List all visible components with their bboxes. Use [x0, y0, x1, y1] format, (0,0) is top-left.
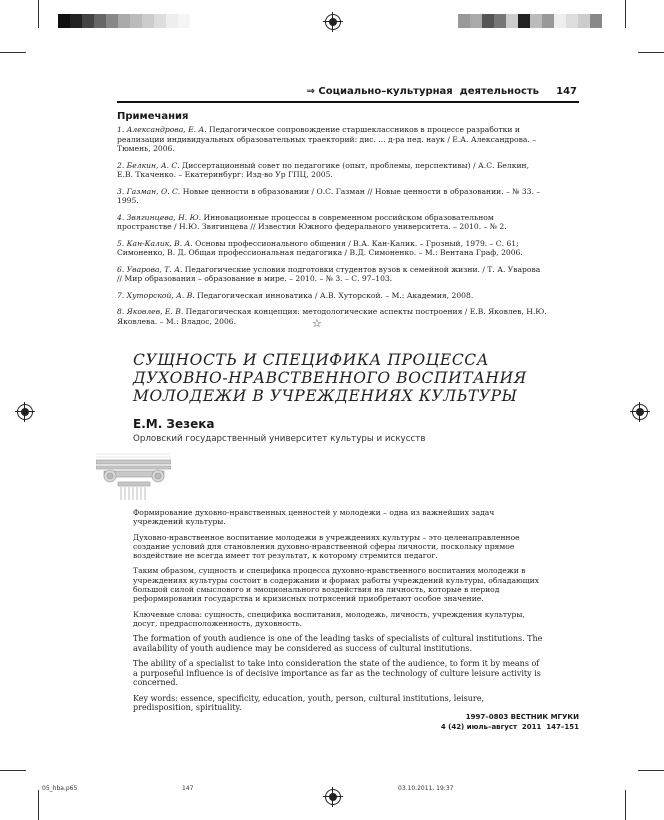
abstract-paragraph: Формирование духовно-нравственных ценностей у молодежи – одна из важнейших задач учреждений культуры.	[133, 508, 495, 527]
list-item: 6. Уварова, Т. А. Педагогические условия подготовки студентов вузов к семейной жизни. / Т. А. Уварова // Мир образования – образование в мире. – 2010. – № 3. – С. 97–103.	[117, 264, 541, 283]
separator-star-icon: ☆	[312, 317, 322, 330]
page-number: 147	[556, 86, 577, 97]
crop-mark	[0, 770, 26, 771]
list-item: 2. Белкин, А. С. Диссертационный совет по педагогике (опыт, проблемы, перспективы) / А.С. Белкин, Е.В. Ткаченко. – Екатеринбург: Изд-во Ур ГПЦ, 2005.	[117, 160, 530, 179]
list-item: 3. Газман, О. С. Новые ценности в образовании / О.С. Газман // Новые ценности в образовании. – № 33. – 1995.	[117, 186, 541, 205]
author-affiliation: Орловский государственный университет культуры и искусств	[133, 434, 426, 444]
color-bar	[458, 14, 602, 28]
grayscale-bar	[58, 14, 202, 28]
slug-page: 147	[182, 785, 194, 792]
notes-heading: Примечания	[117, 111, 189, 122]
crop-mark	[638, 52, 664, 53]
registration-mark-bottom-icon	[325, 789, 341, 805]
arrow-icon: ⇒	[306, 86, 315, 97]
list-item: 1. Александрова, Е. А. Педагогическое сопровождение старшеклассников в процессе разработки и реализации индивидуальных образовательных траекторий: дис. ... д-ра пед. наук / Е.А. Александрова. – Тюмень, 2006.	[117, 125, 537, 153]
crop-mark	[625, 790, 626, 820]
crop-mark	[38, 0, 39, 28]
journal-footer: 1997–0803 ВЕСТНИК МГУКИ 4 (42) июль–август 2011 147–151	[440, 713, 579, 731]
list-item: 8. Яковлев, Е. В. Педагогическая концепция: методологические аспекты построения / Е.В. Яковлев, Н.Ю. Яковлева. – М.: Владос, 2006.	[117, 307, 547, 326]
crop-mark	[38, 790, 39, 820]
article-title: СУЩНОСТЬ И СПЕЦИФИКА ПРОЦЕССА ДУХОВНО-НРАВСТВЕННОГО ВОСПИТАНИЯ МОЛОДЕЖИ В УЧРЕЖДЕНИЯХ КУЛЬТУРЫ	[133, 351, 527, 405]
abstract-paragraph: Духовно-нравственное воспитание молодежи в учреждениях культуры – это целенаправленное создание условий для становления духовно-нравственной сферы личности, поскольку прямое воздействие не всегда имеет тот результат, к которому стремится педагог.	[133, 532, 520, 561]
notes-list	[117, 125, 547, 333]
abstract	[133, 508, 545, 719]
registration-mark-left-icon	[17, 404, 33, 420]
keywords-en: Key words: essence, specificity, education, youth, person, cultural institutions, leisure, predisposition, spirituality.	[133, 693, 484, 713]
registration-mark-top-icon	[325, 14, 341, 30]
abstract-paragraph-en: The formation of youth audience is one of the leading tasks of specialists of cultural institutions. The availability of youth audience may be considered as success of cultural institutions.	[133, 634, 543, 653]
crop-mark	[638, 770, 664, 771]
list-item: 7. Хуторской, А. В. Педагогическая инноватика / А.В. Хуторской. – М.: Академия, 2008.	[117, 290, 474, 300]
header-rule	[117, 101, 579, 103]
section-title: ⇒ Социально–культурная деятельность	[306, 86, 539, 97]
crop-mark	[0, 52, 26, 53]
column-capital-icon	[96, 452, 171, 500]
slug-file: 05_hba.p65	[42, 785, 78, 792]
author-name: Е.М. Зезека	[133, 417, 215, 431]
abstract-paragraph-en: The ability of a specialist to take into consideration the state of the audience, to form it by means of a purposeful influence is of decisive importance as far as the technology of culture leisure activity is concerned.	[133, 659, 541, 688]
slug-datetime: 03.10.2011, 19:37	[398, 785, 454, 792]
running-header	[117, 86, 579, 100]
crop-mark	[625, 0, 626, 28]
list-item: 4. Звягинцева, Н. Ю. Инновационные процессы в современном российском образовательном пространстве / Н.Ю. Звягинцева // Известия Южного федерального университета. – 2010. – № 2.	[117, 212, 507, 231]
keywords-ru: Ключевые слова: сущность, специфика воспитания, молодежь, личность, учреждения культуры, досуг, предрасположенность, духовность.	[133, 609, 525, 628]
abstract-paragraph: Таким образом, сущность и специфика процесса духовно-нравственного воспитания молодежи в учреждениях культуры состоит в содержании и формах работы учреждений культуры, обладающих большой силой смыслового и эмоционального воздействия на личность, которые в период реформирования государства и кризисных потрясений приобретают особое значение.	[133, 566, 540, 604]
list-item: 5. Кан-Калик, В. А. Основы профессионального общения / В.А. Кан-Калик. – Грозный, 1979. – С. 61; Симоненко, В. Д. Общая профессиональная педагогика / В.Д. Симоненко. – М.: Вентана Граф, 2006.	[117, 238, 523, 257]
registration-mark-right-icon	[632, 404, 648, 420]
